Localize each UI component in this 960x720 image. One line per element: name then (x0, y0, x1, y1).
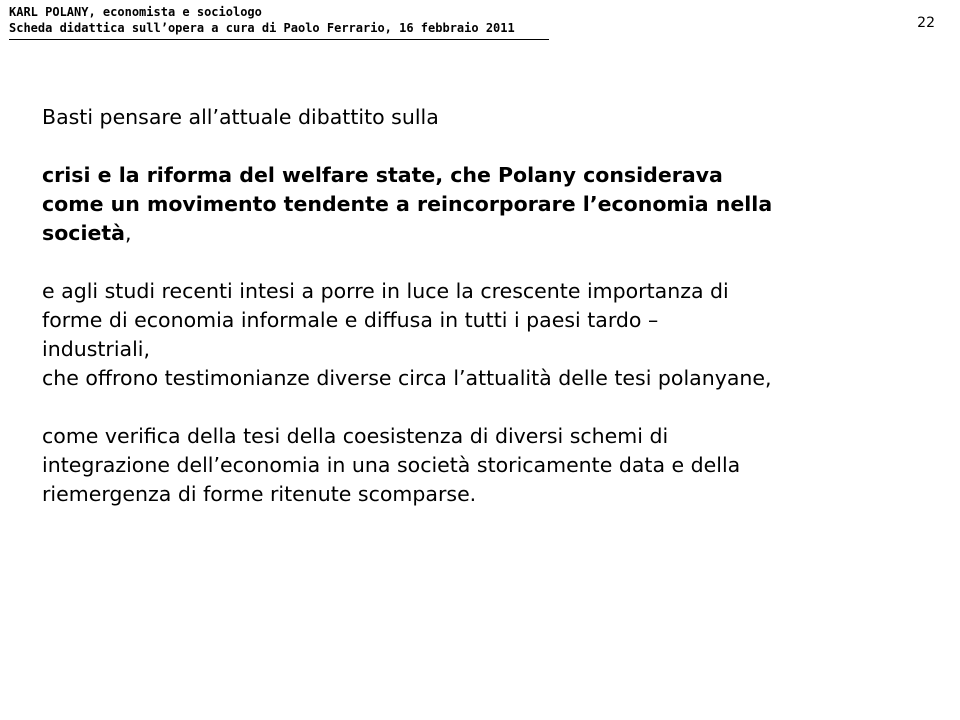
paragraph-spacer (42, 393, 922, 422)
text-line: e agli studi recenti intesi a porre in luce la crescente importanza di (42, 279, 729, 303)
running-header (9, 4, 549, 40)
paragraph-verification (42, 422, 922, 509)
bold-text-line: come un movimento tendente a reincorporare l’economia nella (42, 192, 773, 216)
header-subtitle: Scheda didattica sull’opera a cura di Paolo Ferrario, 16 febbraio 2011 (9, 21, 515, 35)
bold-word: società (42, 221, 126, 245)
slide-body (42, 103, 922, 509)
paragraph-intro (42, 103, 922, 132)
trailing-comma: , (125, 221, 132, 245)
page-number: 22 (917, 15, 935, 31)
text-line: che offrono testimonianze diverse circa l’attualità delle tesi polanyane, (42, 366, 772, 390)
text-line: Basti pensare all’attuale dibattito sulla (42, 105, 439, 129)
text-line: come verifica della tesi della coesistenza di diversi schemi di (42, 424, 669, 448)
text-line-with-bold (42, 219, 922, 248)
paragraph-studies (42, 277, 922, 393)
text-line: industriali, (42, 337, 151, 361)
text-line: riemergenza di forme ritenute scomparse. (42, 482, 477, 506)
text-line: integrazione dell’economia in una società storicamente data e della (42, 453, 741, 477)
paragraph-spacer (42, 132, 922, 161)
paragraph-welfare (42, 161, 922, 248)
paragraph-spacer (42, 248, 922, 277)
bold-text-line: crisi e la riforma del welfare state, che Polany considerava (42, 163, 723, 187)
text-line: forme di economia informale e diffusa in tutti i paesi tardo – (42, 308, 659, 332)
header-title: KARL POLANY, economista e sociologo (9, 5, 262, 19)
